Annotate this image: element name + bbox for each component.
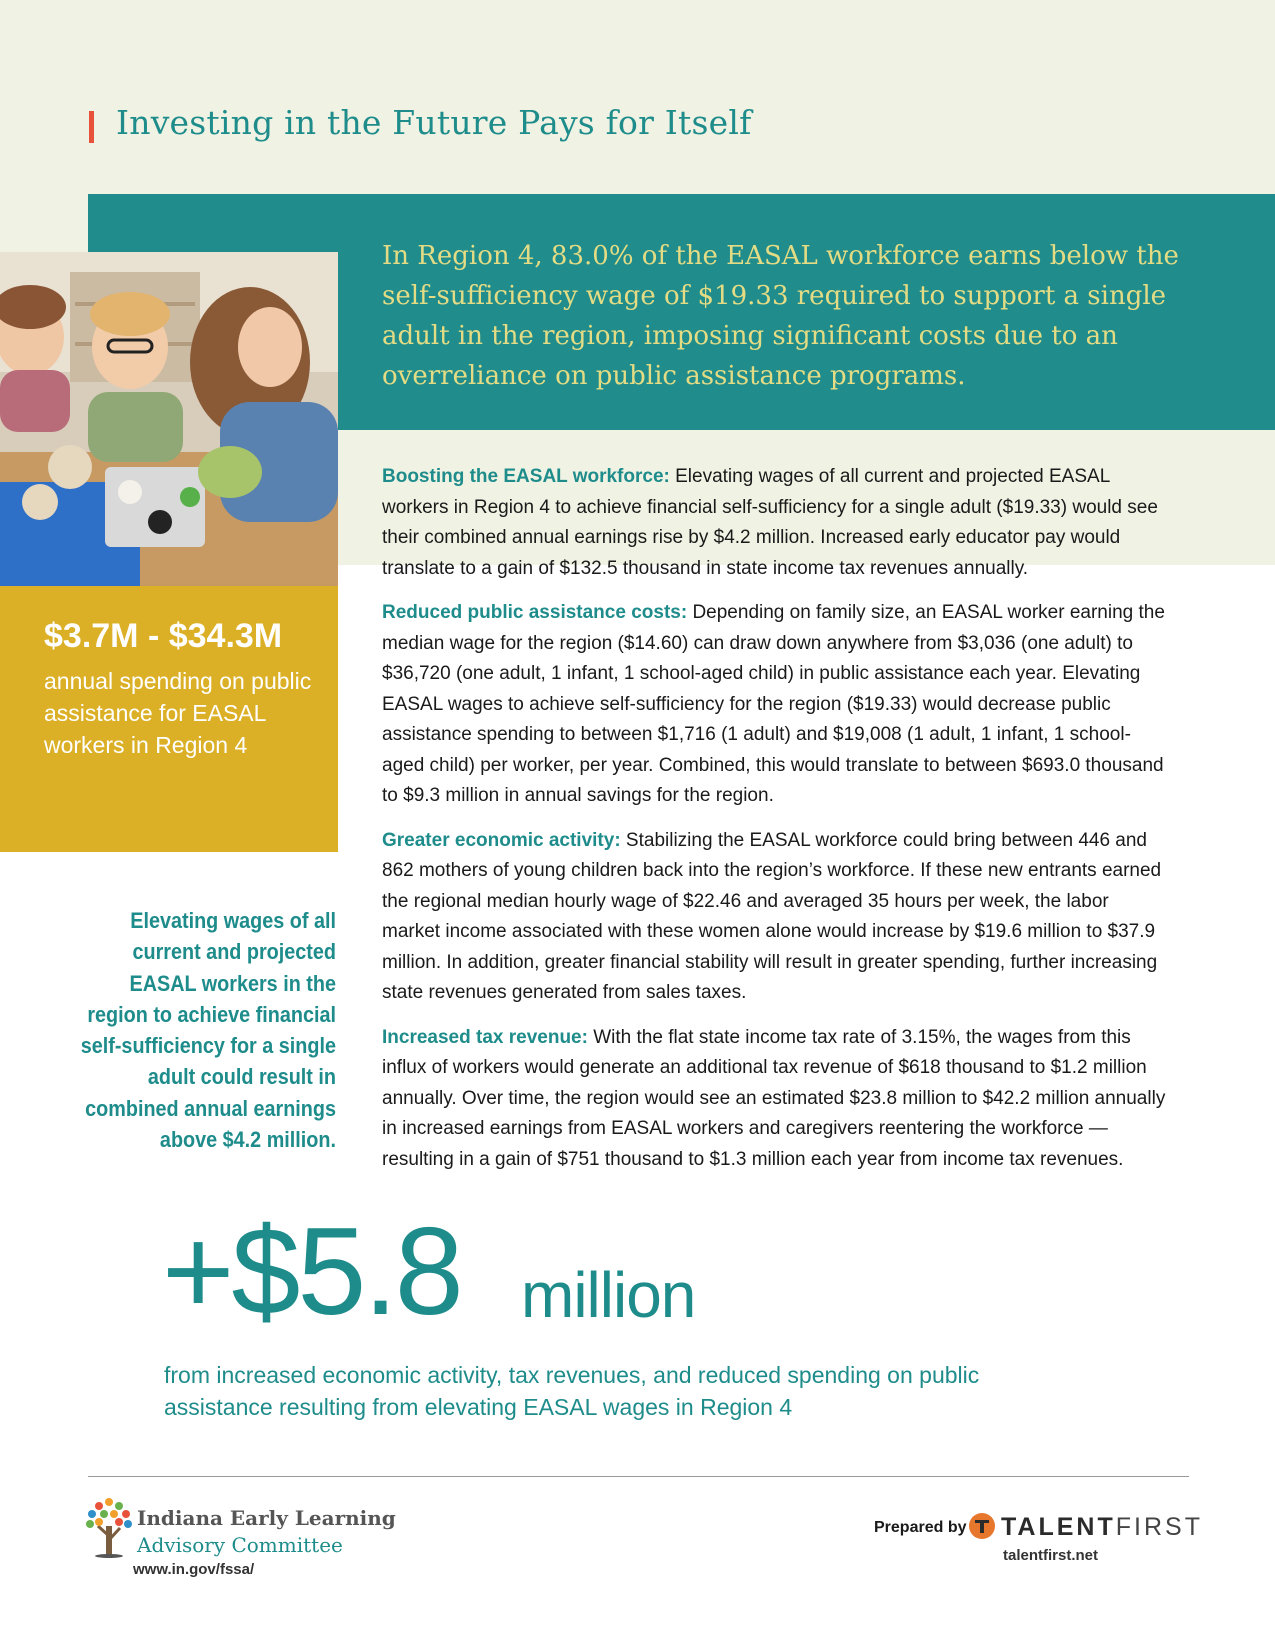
section-heading: Increased tax revenue: [382,1026,588,1048]
classroom-photo [0,252,338,586]
prepared-by-label: Prepared by [874,1519,967,1536]
section-text: Depending on family size, an EASAL worker earning the median wage for the region ($14.60) can draw down anywhere from $3,036 (one adult) to $36,720 (one adult, 1 infant, 1 school-aged child) in public assistance each year. Elevating EASAL wages to achieve self-sufficiency for the region ($19.33) would decrease public assistance spending to between $1,716 (1 adult) and $19,008 (1 adult, 1 infant, 1 school-aged child) per worker, per year. Combined, this would translate to between $693.0 thousand to $9.3 million in annual savings for the region. [382,602,1165,806]
partner-name [1001,1513,1203,1542]
org-name-line1: Indiana Early Learning [137,1506,396,1530]
partner-name-talent: TALENT [1001,1513,1116,1541]
page-title: Investing in the Future Pays for Itself [116,103,752,142]
stat-value: $3.7M - $34.3M [44,617,283,655]
section-economic-activity [382,826,1172,1009]
partner-url-link[interactable]: talentfirst.net [1003,1547,1099,1564]
section-boosting-workforce [382,462,1172,584]
highlight-value: +$5.8 [162,1203,461,1341]
section-text: Elevating wages of all current and projected EASAL workers in Region 4 to achieve financial self-sufficiency for a single adult ($19.33) would see their combined annual earnings rise by $4.2 million. Increased early educator pay would translate to a gain of $132.5 thousand in state income tax revenues annually. [382,466,1158,579]
body-text [382,462,1172,1189]
section-tax-revenue [382,1023,1172,1176]
section-heading: Reduced public assistance costs: [382,602,688,623]
tree-logo-icon [84,1496,134,1558]
section-public-assistance [382,598,1172,812]
title-accent-bar [89,111,94,143]
org-name-line2: Advisory Committee [137,1533,343,1557]
highlight-unit: million [521,1259,696,1331]
pull-quote: Elevating wages of all current and projected EASAL workers in the region to achieve financial self-sufficiency for a single adult could result in combined annual earnings above $4.2 million. [80,908,336,1153]
highlight-caption: from increased economic activity, tax revenues, and reduced spending on public assistance resulting from elevating EASAL wages in Region 4 [164,1362,980,1420]
section-heading: Boosting the EASAL workforce: [382,466,670,487]
section-text: Stabilizing the EASAL workforce could bring between 446 and 862 mothers of young children back into the region’s workforce. If these new entrants earned the regional median hourly wage of $22.46 and averaged 35 hours per week, the labor market income associated with these women alone would increase by $19.6 million to $37.9 million. In addition, greater financial stability will result in greater spending, further increasing state revenues generated from sales taxes. [382,829,1162,1003]
partner-name-first: FIRST [1115,1513,1203,1541]
section-heading: Greater economic activity: [382,829,621,851]
key-finding-text: In Region 4, 83.0% of the EASAL workforce earns below the self-sufficiency wage of $19.33 required to support a single adult in the region, imposing significant costs due to an overreliance on public assistance programs. [382,241,1179,391]
talentfirst-logo-icon [969,1513,995,1539]
footer-divider [88,1476,1189,1477]
stat-description: annual spending on public assistance for EASAL workers in Region 4 [44,668,312,758]
section-text: With the flat state income tax rate of 3.15%, the wages from this influx of workers would generate an additional tax revenue of $618 thousand to $1.2 million annually. Over time, the region would see an estimated $23.8 million to $42.2 million annually in increased earnings from EASAL workers and caregivers reentering the workforce — resulting in a gain of $751 thousand to $1.3 million each year from income tax revenues. [382,1026,1166,1170]
org-url-link[interactable]: www.in.gov/fssa/ [133,1561,255,1578]
